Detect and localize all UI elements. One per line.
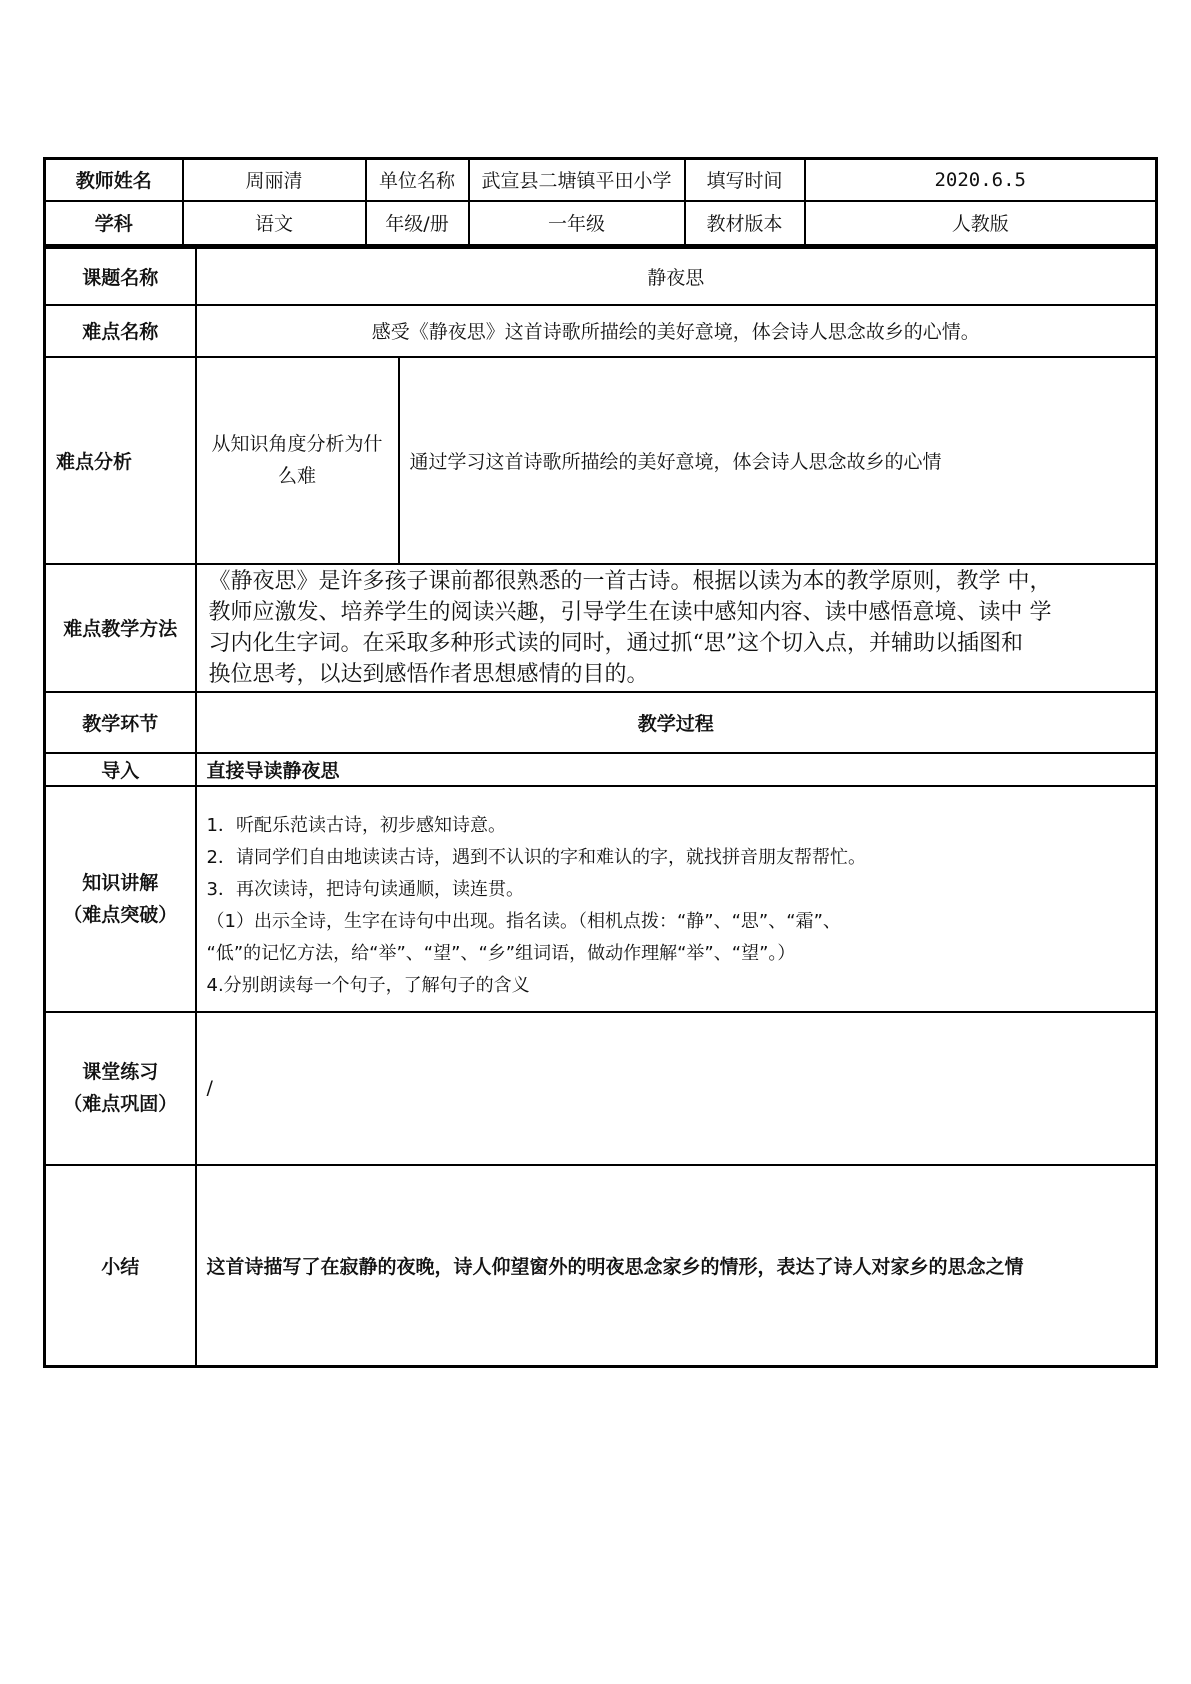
topic-label: 课题名称 xyxy=(45,248,196,305)
knowledge-line: 3．再次读诗，把诗句读通顺，读连贯。 xyxy=(206,878,524,900)
method-line: 教师应激发、培养学生的阅读兴趣，引导学生在读中感知内容、读中感悟意境、读中 学 xyxy=(208,599,1052,625)
practice-label-line2: （难点巩固） xyxy=(63,1093,178,1115)
analysis-sub-label: 从知识角度分析为什么难 xyxy=(196,357,399,564)
knowledge-label xyxy=(45,786,196,1012)
edition-label: 教材版本 xyxy=(685,201,805,246)
intro-label: 导入 xyxy=(45,753,196,786)
subject-label: 学科 xyxy=(45,201,183,246)
method-label: 难点教学方法 xyxy=(45,564,196,692)
method-line: 习内化生字词。在采取多种形式读的同时，通过抓“思”这个切入点，并辅助以插图和 xyxy=(208,630,1023,656)
method-line: 《静夜思》是许多孩子课前都很熟悉的一首古诗。根据以读为本的教学原则，教学 中， xyxy=(208,568,1052,594)
knowledge-line: （1）出示全诗，生字在诗句中出现。指名读。（相机点拨：“静”、“思”、“霜”、 xyxy=(206,910,841,932)
knowledge-line: 2．请同学们自由地读读古诗，遇到不认识的字和难认的字，就找拼音朋友帮帮忙。 xyxy=(206,846,866,868)
teacher-label: 教师姓名 xyxy=(45,159,183,201)
practice-label-line1: 课堂练习 xyxy=(82,1061,159,1083)
unit-value: 武宣县二塘镇平田小学 xyxy=(469,159,685,201)
unit-label: 单位名称 xyxy=(366,159,469,201)
date-label: 填写时间 xyxy=(685,159,805,201)
header-table xyxy=(43,157,1158,247)
process-left-header: 教学环节 xyxy=(45,692,196,753)
topic-value: 静夜思 xyxy=(196,248,1157,305)
grade-value: 一年级 xyxy=(469,201,685,246)
teacher-value: 周丽清 xyxy=(183,159,366,201)
knowledge-line: 1．听配乐范读古诗，初步感知诗意。 xyxy=(206,814,506,836)
lesson-table xyxy=(43,246,1158,1368)
summary-label: 小结 xyxy=(45,1165,196,1367)
difficulty-label: 难点名称 xyxy=(45,305,196,357)
difficulty-value: 感受《静夜思》这首诗歌所描绘的美好意境，体会诗人思念故乡的心情。 xyxy=(196,305,1157,357)
knowledge-content xyxy=(196,786,1157,1012)
method-line: 换位思考，以达到感悟作者思想感情的目的。 xyxy=(208,661,649,687)
knowledge-label-line2: （难点突破） xyxy=(63,903,178,926)
knowledge-line: 4.分别朗读每一个句子，了解句子的含义 xyxy=(206,974,530,996)
intro-value: 直接导读静夜思 xyxy=(196,753,1157,786)
knowledge-line: “低”的记忆方法，给“举”、“望”、“乡”组词语，做动作理解“举”、“望”。） xyxy=(206,942,796,964)
knowledge-label-line1: 知识讲解 xyxy=(82,871,159,894)
summary-value: 这首诗描写了在寂静的夜晚，诗人仰望窗外的明夜思念家乡的情形，表达了诗人对家乡的思念之情 xyxy=(196,1165,1157,1367)
subject-value: 语文 xyxy=(183,201,366,246)
edition-value: 人教版 xyxy=(805,201,1157,246)
grade-label: 年级/册 xyxy=(366,201,469,246)
practice-label xyxy=(45,1012,196,1165)
date-value: 2020.6.5 xyxy=(805,159,1157,201)
analysis-label: 难点分析 xyxy=(45,357,196,564)
analysis-value: 通过学习这首诗歌所描绘的美好意境，体会诗人思念故乡的心情 xyxy=(399,357,1157,564)
method-text xyxy=(196,564,1157,692)
practice-value: / xyxy=(196,1012,1157,1165)
process-right-header: 教学过程 xyxy=(196,692,1157,753)
